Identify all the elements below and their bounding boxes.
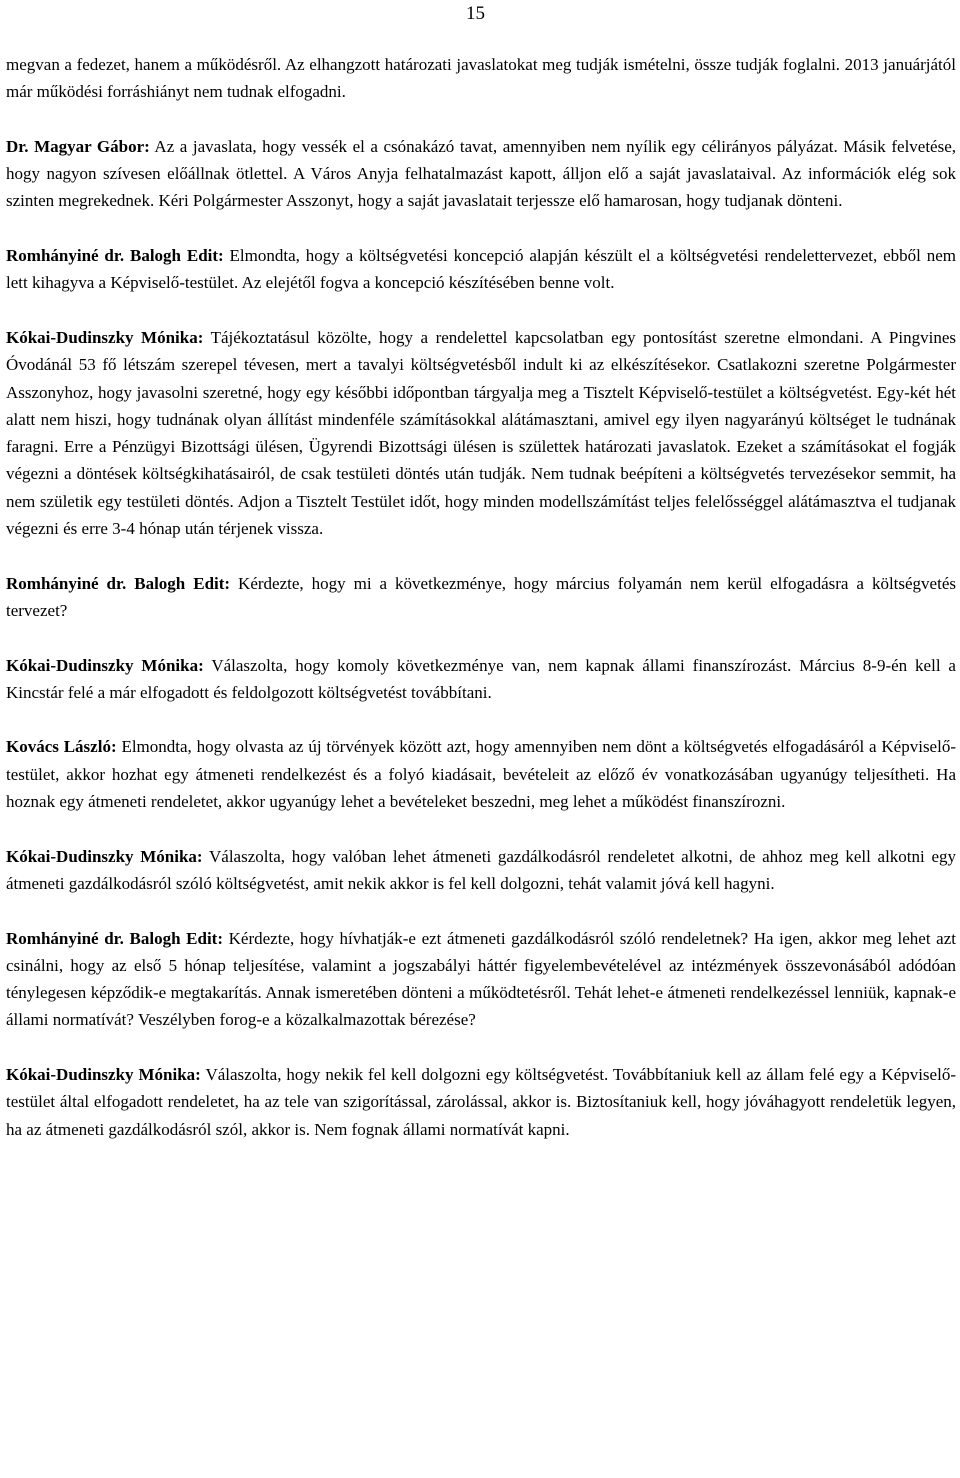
paragraph (6, 242, 956, 297)
paragraph-text: megvan a fedezet, hanem a működésről. Az elhangzott határozati javaslatokat meg tudják ismételni, össze tudják foglalni. 2013 januárjától már működési forráshiányt nem tudnak elfogadni. (6, 55, 956, 102)
paragraph-text: Elmondta, hogy a költségvetési koncepció alapján készült el a költségvetési rendelettervezet, ebből nem lett kihagyva a Képviselő-testület. Az elejétől fogva a koncepció készítésében benne volt. (6, 246, 956, 293)
speaker-name: Kókai-Dudinszky Mónika: (6, 846, 203, 866)
document-body (6, 51, 956, 1143)
paragraph (6, 51, 956, 106)
paragraph-text: Az a javaslata, hogy vessék el a csónakázó tavat, amennyiben nem nyílik egy célirányos pályázat. Másik felvetése, hogy nagyon szívesen előállnak ötlettel. A Város Anyja felhatalmazást kapott, álljon elő a saját javaslataival. Az információk elég sok szinten megrekednek. Kéri Polgármester Asszonyt, hogy a saját javaslatait terjessze elő hamarosan, hogy tudjanak dönteni. (6, 136, 957, 211)
paragraph-text: Kérdezte, hogy hívhatják-e ezt átmeneti gazdálkodásról szóló rendeletnek? Ha igen, akkor meg lehet azt csinálni, hogy az első 5 hónap teljesítése, valamint a jogszabályi háttér figyelembevételével az intézmények összevonásából adódóan ténylegesen képződik-e megtakarítás. Annak ismeretében dönteni a működtetésről. Tehát lehet-e átmeneti rendelkezéssel lenniük, kapnak-e állami normatívát? Veszélyben forog-e a közalkalmazottak bérezése? (6, 928, 956, 1030)
paragraph-text: Kérdezte, hogy mi a következménye, hogy március folyamán nem kerül elfogadásra a költségvetés tervezet? (6, 573, 956, 620)
speaker-name: Romhányiné dr. Balogh Edit: (6, 246, 224, 266)
speaker-name: Kókai-Dudinszky Mónika: (6, 1064, 201, 1084)
speaker-name: Kókai-Dudinszky Mónika: (6, 327, 204, 347)
paragraph (6, 843, 956, 898)
page-number: 15 (466, 3, 485, 24)
paragraph (6, 133, 956, 215)
speaker-name: Dr. Magyar Gábor: (6, 136, 150, 156)
paragraph (6, 1061, 956, 1143)
paragraph-text: Válaszolta, hogy valóban lehet átmeneti gazdálkodásról rendeletet alkotni, de ahhoz meg kell alkotni egy átmeneti gazdálkodásról szóló költségvetést, amit nekik akkor is fel kell dolgozni, tehát valamit jóvá kell hagyni. (6, 846, 956, 893)
paragraph-text: Válaszolta, hogy nekik fel kell dolgozni egy költségvetést. Továbbítaniuk kell az állam felé egy a Képviselő-testület által elfogadott rendeletet, ha az tele van szigorítással, zárolással, akkor is. Biztosítaniuk kell, hogy jóváhagyott rendeletük legyen, ha az átmeneti gazdálkodásról szól, akkor is. Nem fognak állami normatívát kapni. (6, 1064, 956, 1139)
paragraph (6, 570, 956, 625)
paragraph (6, 733, 956, 815)
paragraph (6, 925, 956, 1034)
paragraph-text: Tájékoztatásul közölte, hogy a rendelettel kapcsolatban egy pontosítást szeretne elmondani. A Pingvines Óvodánál 53 fő létszám szerepel tévesen, mert a tavalyi költségvetésből indult ki az elkészítésekor. Csatlakozni szeretne Polgármester Asszonyhoz, hogy javasolni szeretné, hogy egy későbbi időpontban tárgyalja meg a Tisztelt Képviselő-testület a költségvetést. Egy-két hét alatt nem hiszi, hogy tudnának olyan állítást mindenféle számításokkal alátámasztani, amivel egy ilyen nagyarányú költséget le tudnának faragni. Erre a Pénzügyi Bizottsági ülésen, Ügyrendi Bizottsági ülésen is születtek határozati javaslatok. Ezeket a számításokat el fogják végezni a döntések költségkihatásairól, de csak testületi döntés után tudják. Nem tudnak beépíteni a költségvetés tervezésekor semmit, ha nem születik egy testületi döntés. Adjon a Tisztelt Testület időt, hogy minden modellszámítást teljes felelősséggel alátámasztva el tudjanak végezni és erre 3-4 hónap után térjenek vissza. (6, 327, 956, 539)
speaker-name: Kovács László: (6, 737, 117, 757)
speaker-name: Romhányiné dr. Balogh Edit: (6, 928, 223, 948)
paragraph-text: Elmondta, hogy olvasta az új törvények között azt, hogy amennyiben nem dönt a költségvetés elfogadásáról a Képviselő-testület, akkor hozhat egy átmeneti rendelkezést és a folyó kiadásait, bevételeit az előző év vonatkozásában ugyanúgy teljesítheti. Ha hoznak egy átmeneti rendeletet, akkor ugyanúgy lehet a bevételeket beszedni, meg lehet a működést finanszírozni. (6, 737, 956, 812)
paragraph-text: Válaszolta, hogy komoly következménye van, nem kapnak állami finanszírozást. Március 8-9-én kell a Kincstár felé a már elfogadott és feldolgozott költségvetést továbbítani. (6, 655, 956, 702)
paragraph (6, 652, 956, 707)
speaker-name: Kókai-Dudinszky Mónika: (6, 655, 204, 675)
paragraph (6, 324, 956, 542)
speaker-name: Romhányiné dr. Balogh Edit: (6, 573, 231, 593)
